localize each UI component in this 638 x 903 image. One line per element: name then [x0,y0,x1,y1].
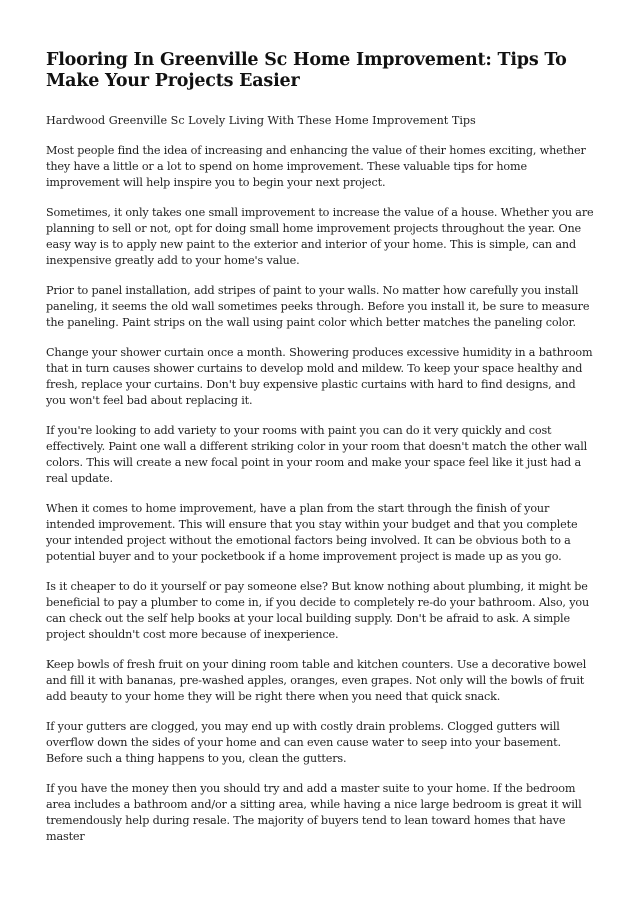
paragraph-2: Sometimes, it only takes one small improvement to increase the value of a house. Whether you are planning to sell or not, opt for doing small home improvement projects throughout the year. One easy way is to apply new paint to the exterior and interior of your home. This is simple, can and inexpensive greatly add to your home's value. [46,206,594,267]
paragraph-6: When it comes to home improvement, have a plan from the start through the finish of your intended improvement. This will ensure that you stay within your budget and that you complete your intended project without the emotional factors being involved. It can be obvious both to a potential buyer and to your pocketbook if a home improvement project is made up as you go. [46,502,578,563]
paragraph-9: If your gutters are clogged, you may end up with costly drain problems. Clogged gutters will overflow down the sides of your home and can even cause water to seep into your basement. Before such a thing happens to you, clean the gutters. [46,720,561,765]
paragraph-7: Is it cheaper to do it yourself or pay someone else? But know nothing about plumbing, it might be beneficial to pay a plumber to come in, if you decide to completely re-do your bathroom. Also, you can check out the self help books at your local building supply. Don't be afraid to ask. A simple project shouldn't cost more because of inexperience. [46,580,590,641]
paragraph-1: Most people find the idea of increasing and enhancing the value of their homes exciting, whether they have a little or a lot to spend on home improvement. These valuable tips for home improvement will help inspire you to begin your next project. [46,144,586,189]
paragraph-4: Change your shower curtain once a month. Showering produces excessive humidity in a bathroom that in turn causes shower curtains to develop mold and mildew. To keep your space healthy and fresh, replace your curtains. Don't buy expensive plastic curtains with hard to find designs, and you won't feel bad about replacing it. [46,346,593,407]
document-page [46,50,598,859]
paragraph-3: Prior to panel installation, add stripes of paint to your walls. No matter how carefully you install paneling, it seems the old wall sometimes peeks through. Before you install it, be sure to measure the paneling. Paint strips on the wall using paint color which better matches the paneling color. [46,284,590,329]
paragraph-8: Keep bowls of fresh fruit on your dining room table and kitchen counters. Use a decorative bowel and fill it with bananas, pre-washed apples, oranges, even grapes. Not only will the bowls of fruit add beauty to your home they will be right there when you need that quick snack. [46,658,587,703]
paragraph-5: If you're looking to add variety to your rooms with paint you can do it very quickly and cost effectively. Paint one wall a different striking color in your room that doesn't match the other wall colors. This will create a new focal point in your room and make your space feel like it just had a real update. [46,424,588,485]
paragraph-10: If you have the money then you should try and add a master suite to your home. If the bedroom area includes a bathroom and/or a sitting area, while having a nice large bedroom is great it will tremendously help during resale. The majority of buyers tend to lean toward homes that have master [46,782,582,843]
document-subtitle: Hardwood Greenville Sc Lovely Living With These Home Improvement Tips [46,114,476,127]
page-title: Flooring In Greenville Sc Home Improvement: Tips To Make Your Projects Easier [46,50,567,91]
